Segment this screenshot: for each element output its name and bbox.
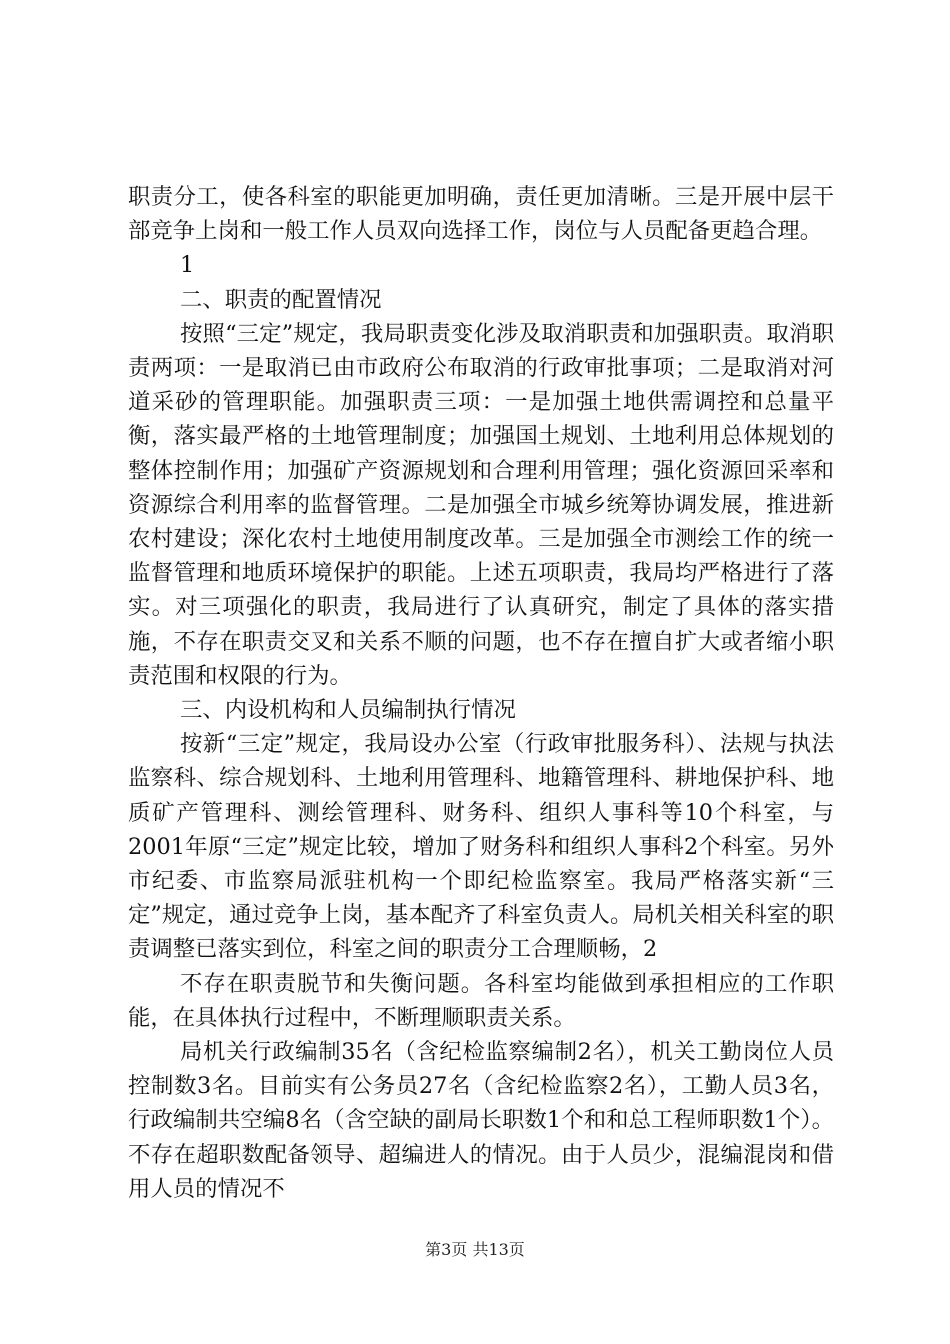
section-heading-duties: 二、职责的配置情况	[180, 286, 382, 313]
section-heading-organization: 三、内设机构和人员编制执行情况	[180, 697, 516, 724]
inline-page-number: 1	[180, 252, 195, 279]
paragraph-responsibility: 不存在职责脱节和失衡问题。各科室均能做到承担相应的工作职能，在具体执行过程中，不断理顺职责关系。	[128, 970, 834, 1031]
page-footer: 第3页 共13页	[425, 1240, 525, 1259]
document-body	[128, 180, 834, 1206]
paragraph-staffing: 局机关行政编制35名（含纪检监察编制2名），机关工勤岗位人员控制数3名。目前实有公务员27名（含纪检监察2名），工勤人员3名，行政编制共空编8名（含空缺的副局长职数1个和和总工程师职数1个）。不存在超职数配备领导、超编进人的情况。由于人员少，混编混岗和借用人员的情况不	[128, 1039, 834, 1202]
paragraph-organization: 按新“三定”规定，我局设办公室（行政审批服务科）、法规与执法监察科、综合规划科、土地利用管理科、地籍管理科、耕地保护科、地质矿产管理科、测绘管理科、财务科、组织人事科等10个科室，与2001年原“三定”规定比较，增加了财务科和组织人事科2个科室。另外市纪委、市监察局派驻机构一个即纪检监察室。我局严格落实新“三定”规定，通过竞争上岗，基本配齐了科室负责人。局机关相关科室的职责调整已落实到位，科室之间的职责分工合理顺畅，2	[128, 731, 834, 963]
paragraph-continuation: 职责分工，使各科室的职能更加明确，责任更加清晰。三是开展中层干部竞争上岗和一般工作人员双向选择工作，岗位与人员配备更趋合理。	[128, 184, 834, 245]
paragraph-duties: 按照“三定”规定，我局职责变化涉及取消职责和加强职责。取消职责两项：一是取消已由市政府公布取消的行政审批事项；二是取消对河道采砂的管理职能。加强职责三项：一是加强土地供需调控和总量平衡，落实最严格的土地管理制度；加强国土规划、土地利用总体规划的整体控制作用；加强矿产资源规划和合理利用管理；强化资源回采率和资源综合利用率的监督管理。二是加强全市城乡统筹协调发展，推进新农村建设；深化农村土地使用制度改革。三是加强全市测绘工作的统一监督管理和地质环境保护的职能。上述五项职责，我局均严格进行了落实。对三项强化的职责，我局进行了认真研究，制定了具体的落实措施，不存在职责交叉和关系不顺的问题，也不存在擅自扩大或者缩小职责范围和权限的行为。	[128, 320, 834, 689]
